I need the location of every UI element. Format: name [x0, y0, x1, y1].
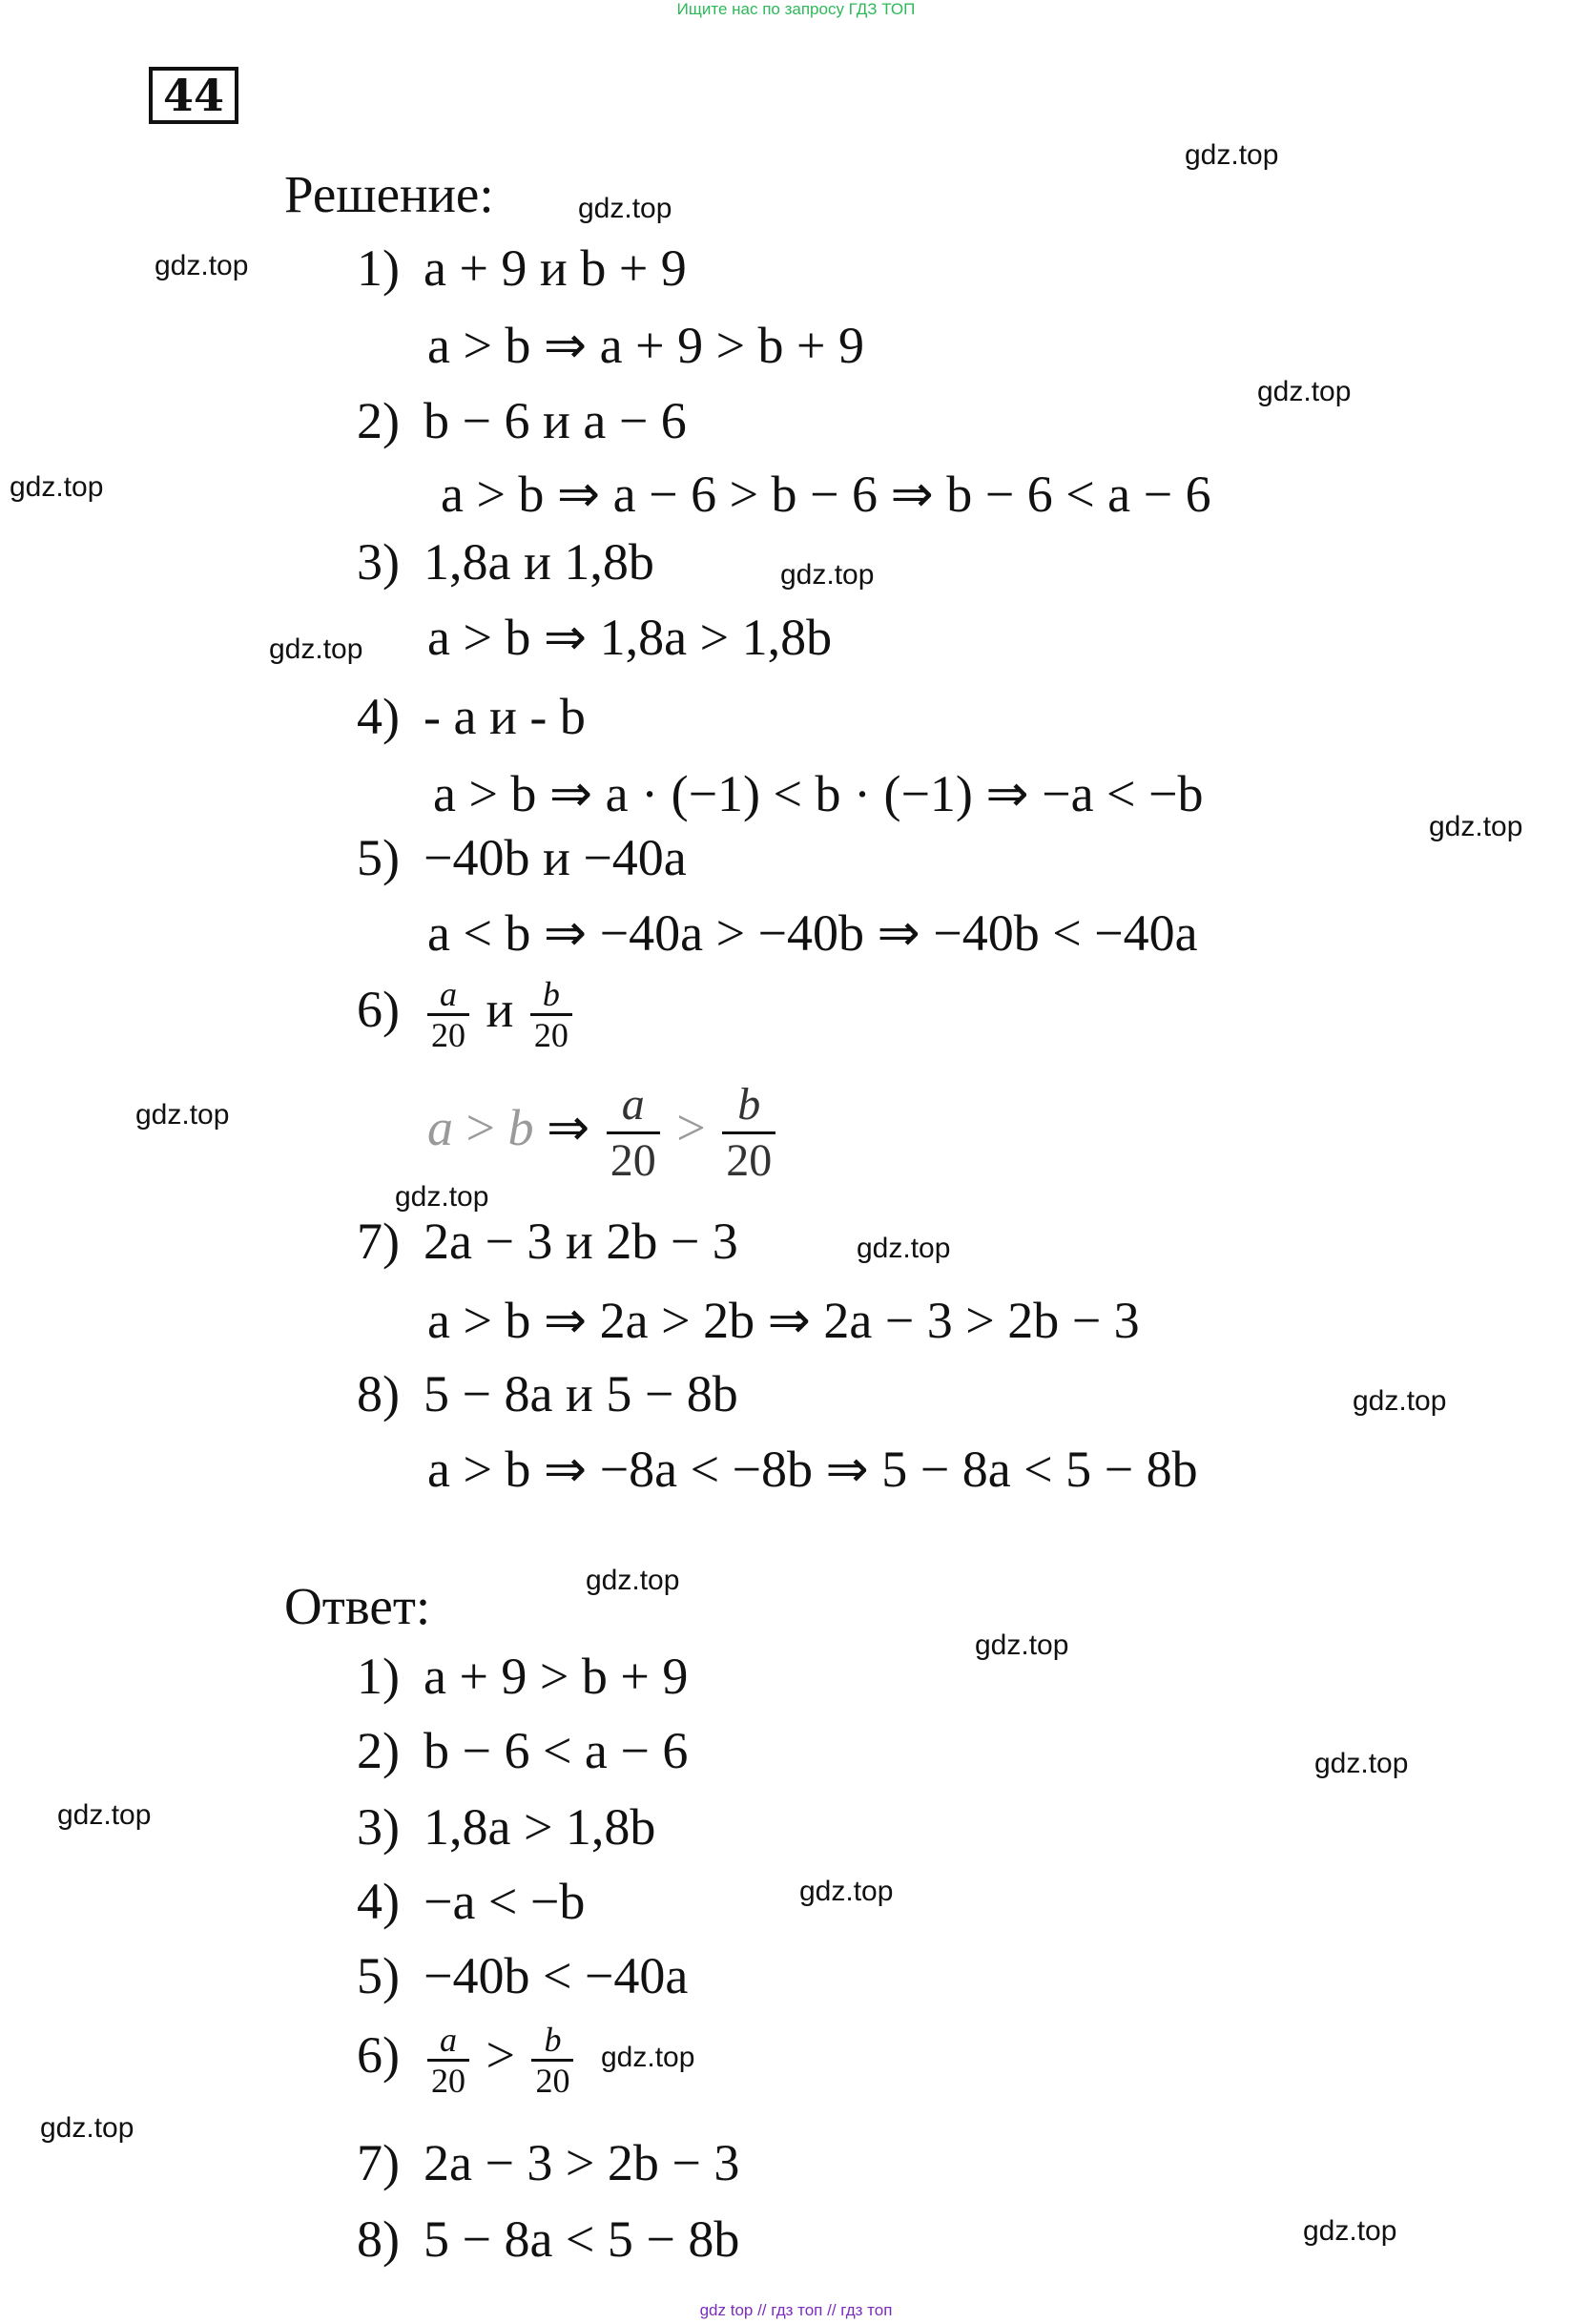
solution-step-2-work: a > b ⇒ a − 6 > b − 6 ⇒ b − 6 < a − 6	[441, 466, 1211, 523]
solution-step-1-work: a > b ⇒ a + 9 > b + 9	[427, 317, 864, 374]
fraction-b-over-20-large: $\frac{b}{20}$	[722, 1078, 775, 1188]
fraction-a-over-20-large: $\frac{a}{20}$	[607, 1078, 660, 1188]
solution-step-8-task: 8) 5 − 8a и 5 − 8b	[357, 1365, 738, 1422]
answer-8: 8) 5 − 8a < 5 − 8b	[357, 2210, 740, 2268]
answer-fraction-b-over-20: $\frac{b}{20}$	[531, 2021, 573, 2100]
bottom-links[interactable]: gdz top // гдз топ // гдз топ	[699, 2301, 893, 2319]
watermark: gdz.top	[57, 1799, 152, 1831]
watermark: gdz.top	[1353, 1385, 1447, 1417]
solution-step-5-work: a < b ⇒ −40a > −40b ⇒ −40b < −40a	[427, 904, 1198, 962]
answer-fraction-a-over-20: $\frac{a}{20}$	[427, 2021, 469, 2100]
watermark: gdz.top	[40, 2112, 134, 2144]
watermark: gdz.top	[1185, 139, 1279, 171]
answer-3: 3) 1,8a > 1,8b	[357, 1798, 656, 1856]
solution-step-4-work: a > b ⇒ a · (−1) < b · (−1) ⇒ −a < −b	[433, 765, 1204, 822]
watermark: gdz.top	[1303, 2215, 1397, 2247]
fraction-b-over-20: $\frac{b}{20}$	[530, 975, 572, 1054]
watermark: gdz.top	[135, 1099, 230, 1131]
watermark: gdz.top	[269, 633, 363, 665]
solution-heading: Решение:	[284, 165, 494, 223]
solution-step-6-work: a > b ⇒ $\frac{a}{20}$ > $\frac{b}{20}$	[427, 1078, 779, 1188]
watermark: gdz.top	[601, 2042, 695, 2073]
solution-step-7-work: a > b ⇒ 2a > 2b ⇒ 2a − 3 > 2b − 3	[427, 1292, 1140, 1349]
answer-1: 1) a + 9 > b + 9	[357, 1648, 689, 1705]
watermark: gdz.top	[586, 1565, 680, 1596]
solution-step-4-task: 4) - a и - b	[357, 688, 586, 745]
answer-4: 4) −a < −b	[357, 1873, 586, 1930]
answer-5: 5) −40b < −40a	[357, 1947, 689, 2004]
solution-step-8-work: a > b ⇒ −8a < −8b ⇒ 5 − 8a < 5 − 8b	[427, 1441, 1198, 1498]
watermark: gdz.top	[1429, 811, 1523, 842]
solution-step-7-task: 7) 2a − 3 и 2b − 3	[357, 1213, 738, 1270]
task-number: 44	[149, 67, 238, 124]
watermark: gdz.top	[395, 1181, 489, 1213]
watermark: gdz.top	[1257, 376, 1352, 407]
answer-2: 2) b − 6 < a − 6	[357, 1722, 689, 1779]
answer-7: 7) 2a − 3 > 2b − 3	[357, 2134, 740, 2191]
watermark: gdz.top	[10, 471, 104, 503]
solution-step-2-task: 2) b − 6 и a − 6	[357, 392, 687, 449]
watermark: gdz.top	[578, 193, 672, 224]
watermark: gdz.top	[799, 1876, 894, 1907]
answer-6: 6) $\frac{a}{20}$ > $\frac{b}{20}$	[357, 2021, 577, 2100]
top-banner: Ищите нас по запросу ГДЗ ТОП	[676, 0, 916, 18]
solution-step-3-work: a > b ⇒ 1,8a > 1,8b	[427, 609, 833, 666]
watermark: gdz.top	[857, 1233, 951, 1264]
fraction-a-over-20: $\frac{a}{20}$	[427, 975, 469, 1054]
watermark: gdz.top	[155, 250, 249, 281]
answer-heading: Ответ:	[284, 1577, 431, 1635]
watermark: gdz.top	[975, 1629, 1069, 1661]
solution-step-3-task: 3) 1,8a и 1,8b	[357, 533, 654, 591]
solution-step-5-task: 5) −40b и −40a	[357, 829, 687, 886]
watermark: gdz.top	[1314, 1748, 1409, 1779]
watermark: gdz.top	[780, 559, 875, 591]
solution-step-1-task: 1) a + 9 и b + 9	[357, 239, 687, 297]
solution-step-6-task: 6) $\frac{a}{20}$ и $\frac{b}{20}$	[357, 975, 576, 1054]
